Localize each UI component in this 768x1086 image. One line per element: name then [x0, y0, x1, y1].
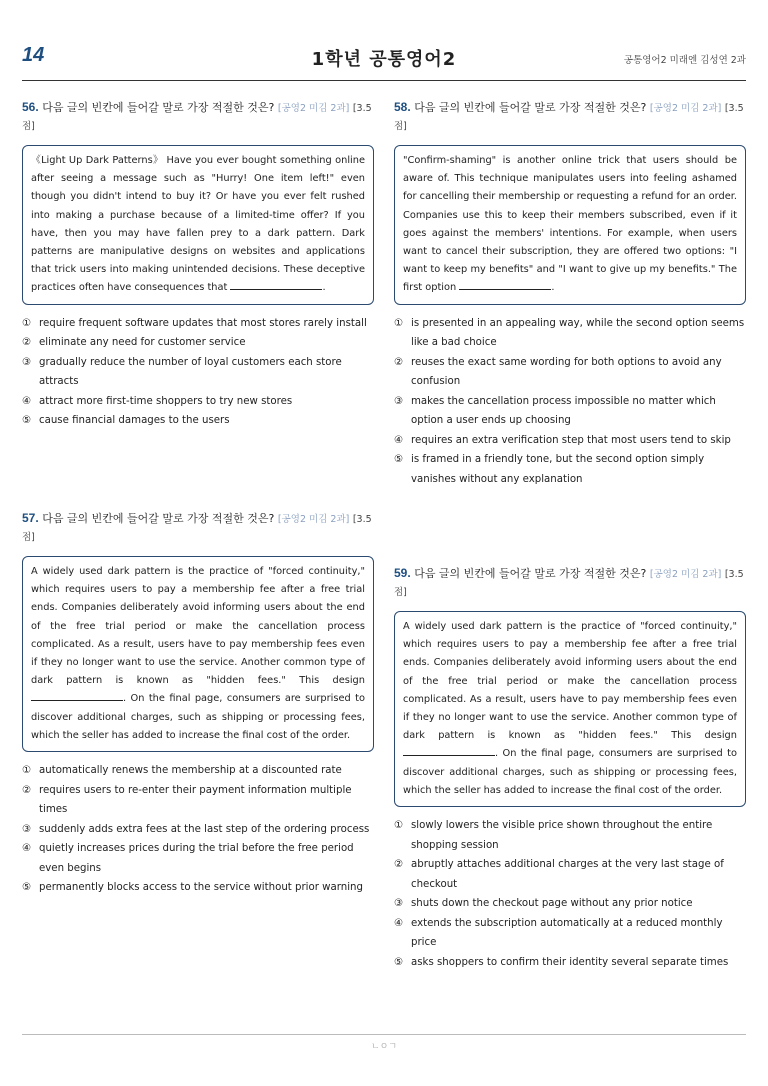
- option-mark: ②: [22, 337, 32, 349]
- question-number: 59.: [394, 566, 411, 580]
- option-2[interactable]: [22, 333, 374, 353]
- question-prompt: 다음 글의 빈칸에 들어갈 말로 가장 적절한 것은?: [42, 512, 275, 525]
- answer-blank: [459, 279, 551, 290]
- option-text: suddenly adds extra fees at the last step of the ordering process: [39, 823, 370, 835]
- answer-options: [394, 816, 746, 972]
- option-text: quietly increases prices during the trial before the free period even begins: [39, 843, 354, 874]
- question-header: [22, 510, 374, 546]
- question-source: [공영2 미김 2과]: [277, 514, 350, 525]
- option-mark: ③: [394, 898, 404, 910]
- question-number: 57.: [22, 511, 39, 525]
- option-text: cause financial damages to the users: [39, 415, 230, 427]
- page-header: [22, 44, 746, 81]
- option-mark: ①: [22, 317, 32, 329]
- footer-mark: ㄴㅇㄱ: [370, 1042, 398, 1052]
- option-4[interactable]: [22, 392, 374, 412]
- option-text: asks shoppers to confirm their identity several separate times: [411, 956, 729, 968]
- option-text: automatically renews the membership at a discounted rate: [39, 765, 342, 777]
- passage-box: [22, 145, 374, 305]
- question-header: [394, 565, 746, 601]
- option-mark: ⑤: [22, 415, 32, 427]
- option-mark: ④: [22, 843, 32, 855]
- option-mark: ④: [394, 917, 404, 929]
- passage-text: "Confirm-shaming" is another online trick that users should be aware of. This technique manipulates users into feeling ashamed for cancelling their membership or requesting a refund for an order. Companies use this to keep their members subscribed, even if it goes against the members' intentions. For example, when users want to cancel their subscription, they are offered two options: "I want to keep my benefits" and "I want to give up my benefits." The first option: [403, 155, 737, 294]
- option-mark: ①: [394, 820, 404, 832]
- option-4[interactable]: [394, 431, 746, 451]
- question-points: [3.5 점]: [22, 103, 372, 132]
- option-mark: ④: [394, 434, 404, 446]
- option-3[interactable]: [22, 820, 374, 840]
- option-mark: ②: [394, 356, 404, 368]
- answer-blank: [230, 279, 322, 290]
- option-mark: ⑤: [22, 882, 32, 894]
- question-points: [3.5 점]: [394, 103, 744, 132]
- question-source: [공영2 미김 2과]: [649, 569, 722, 580]
- passage-box: [394, 611, 746, 807]
- option-4[interactable]: [394, 914, 746, 953]
- answer-blank: [403, 745, 495, 756]
- option-text: is presented in an appealing way, while the second option seems like a bad choice: [411, 317, 745, 349]
- answer-blank: [31, 690, 123, 701]
- option-text: attract more first-time shoppers to try new stores: [39, 395, 293, 407]
- page-title: 1학년 공통영어2: [311, 49, 457, 70]
- answer-options: [22, 761, 374, 898]
- option-mark: ⑤: [394, 454, 404, 466]
- question-header: [394, 99, 746, 135]
- option-2[interactable]: [394, 855, 746, 894]
- option-3[interactable]: [22, 353, 374, 392]
- passage-text-end: . On the final page, consumers are surprised to discover additional charges, such as shipping or processing fees, which the seller has added to increase the final cost of the order.: [403, 748, 737, 796]
- option-mark: ②: [22, 784, 32, 796]
- passage-text: A widely used dark pattern is the practice of "forced continuity," which requires users to pay a membership fee after a free trial ends. Companies deliberately avoid informing users about the end of the free trial period or make the cancellation process complicated. As a result, users have to pay membership fees even if they no longer want to use the service. Another common type of dark pattern is known as "hidden fees." This design: [403, 621, 737, 742]
- option-text: reuses the exact same wording for both options to avoid any confusion: [411, 356, 722, 388]
- option-mark: ②: [394, 859, 404, 871]
- option-5[interactable]: [394, 450, 746, 489]
- question-58: [394, 99, 746, 489]
- option-1[interactable]: [22, 314, 374, 334]
- question-59: [394, 565, 746, 972]
- header-subtitle: 공통영어2 미래엔 김성연 2과: [623, 55, 746, 66]
- option-text: extends the subscription automatically at a reduced monthly price: [411, 917, 723, 949]
- passage-box: [394, 145, 746, 305]
- option-text: shuts down the checkout page without any prior notice: [411, 898, 693, 910]
- option-text: permanently blocks access to the service without prior warning: [39, 882, 363, 894]
- option-3[interactable]: [394, 392, 746, 431]
- option-2[interactable]: [394, 353, 746, 392]
- option-5[interactable]: [394, 953, 746, 973]
- option-mark: ①: [394, 317, 404, 329]
- option-text: require frequent software updates that most stores rarely install: [39, 317, 367, 329]
- question-57: [22, 510, 374, 898]
- option-1[interactable]: [394, 816, 746, 855]
- option-mark: ⑤: [394, 956, 404, 968]
- question-points: [3.5 점]: [394, 569, 744, 598]
- passage-text-end: . On the final page, consumers are surprised to discover additional charges, such as shipping or processing fees, which the seller has added to increase the final cost of the order.: [31, 693, 365, 741]
- page-number: 14: [22, 44, 45, 66]
- option-2[interactable]: [22, 781, 374, 820]
- option-4[interactable]: [22, 839, 374, 878]
- option-5[interactable]: [22, 878, 374, 898]
- question-56: [22, 99, 374, 431]
- passage-text: 《Light Up Dark Patterns》 Have you ever bought something online after seeing a message such as "Hurry! One item left!" even though you didn't intend to buy it? Or have you ever felt rushed into making a purchase because of a limited-time offer? If you have, then you may have fallen prey to a dark pattern. Dark patterns are manipulative designs on websites and applications that trick users into making unintended decisions. These deceptive practices often have consequences that: [31, 155, 365, 294]
- option-text: requires users to re-enter their payment information multiple times: [39, 784, 352, 816]
- option-mark: ③: [22, 356, 32, 368]
- option-5[interactable]: [22, 411, 374, 431]
- passage-box: [22, 556, 374, 752]
- option-text: requires an extra verification step that most users tend to skip: [411, 434, 731, 446]
- question-header: [22, 99, 374, 135]
- passage-text-end: .: [322, 282, 326, 294]
- option-mark: ③: [22, 823, 32, 835]
- option-text: is framed in a friendly tone, but the second option simply vanishes without any explanation: [411, 454, 705, 485]
- footer-divider: [22, 1034, 746, 1035]
- question-prompt: 다음 글의 빈칸에 들어갈 말로 가장 적절한 것은?: [414, 101, 647, 114]
- option-text: eliminate any need for customer service: [39, 337, 246, 349]
- question-number: 56.: [22, 100, 39, 114]
- question-source: [공영2 미김 2과]: [277, 103, 350, 114]
- option-text: abruptly attaches additional charges at the very last stage of checkout: [411, 859, 724, 890]
- answer-options: [394, 314, 746, 490]
- question-prompt: 다음 글의 빈칸에 들어갈 말로 가장 적절한 것은?: [42, 101, 275, 114]
- passage-text-end: .: [551, 282, 555, 294]
- option-3[interactable]: [394, 894, 746, 914]
- question-number: 58.: [394, 100, 411, 114]
- answer-options: [22, 314, 374, 431]
- option-mark: ①: [22, 765, 32, 777]
- option-mark: ③: [394, 395, 404, 407]
- option-mark: ④: [22, 395, 32, 407]
- passage-text: A widely used dark pattern is the practice of "forced continuity," which requires users to pay a membership fee after a free trial ends. Companies deliberately avoid informing users about the end of the free trial period or make the cancellation process complicated. As a result, users have to pay membership fees even if they no longer want to use the service. Another common type of dark pattern is known as "hidden fees." This design: [31, 566, 365, 687]
- question-source: [공영2 미김 2과]: [649, 103, 722, 114]
- option-text: makes the cancellation process impossible no matter which option a user ends up choosing: [411, 395, 716, 427]
- option-1[interactable]: [22, 761, 374, 781]
- option-1[interactable]: [394, 314, 746, 353]
- question-points: [3.5 점]: [22, 514, 372, 543]
- question-prompt: 다음 글의 빈칸에 들어갈 말로 가장 적절한 것은?: [414, 567, 647, 580]
- option-text: slowly lowers the visible price shown throughout the entire shopping session: [411, 820, 713, 851]
- option-text: gradually reduce the number of loyal customers each store attracts: [39, 356, 342, 388]
